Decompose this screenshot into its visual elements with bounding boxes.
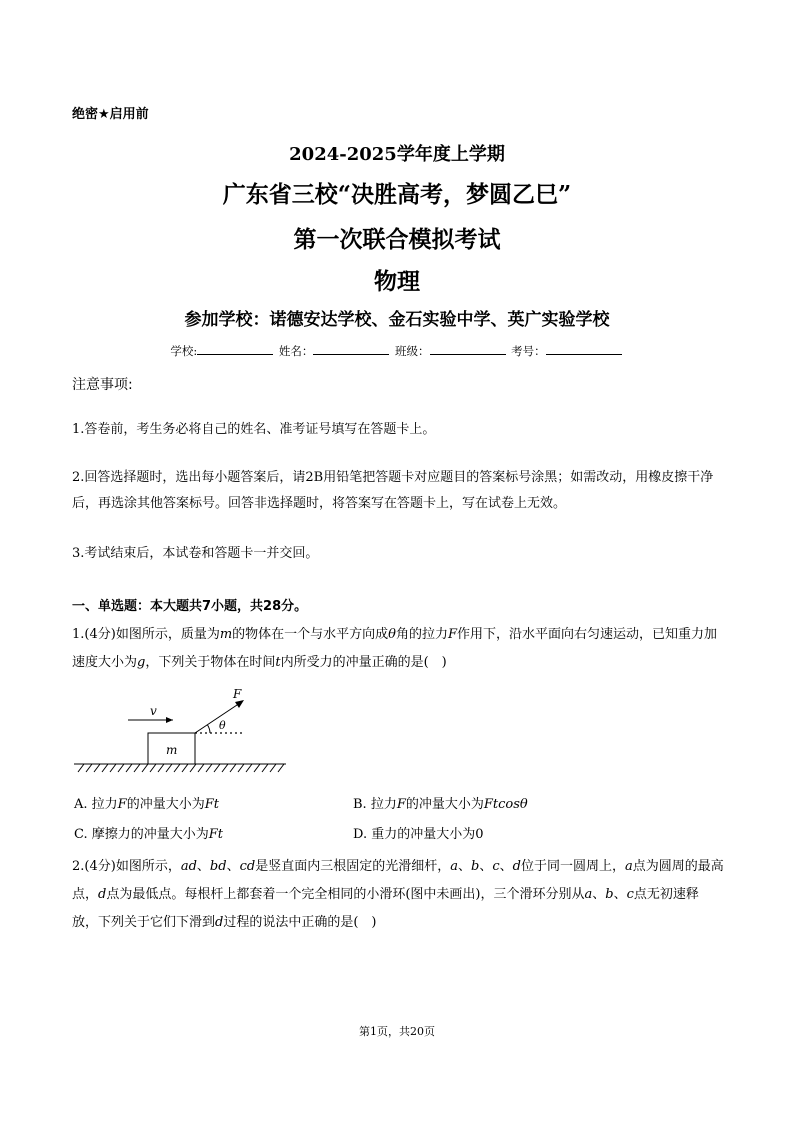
student-info-fields <box>0 343 794 359</box>
q2-var: b <box>471 859 480 874</box>
name-label: 姓名： <box>278 344 314 358</box>
q2-text: 、 <box>226 859 240 874</box>
q2-var: b <box>605 887 614 902</box>
q1-option-b[interactable] <box>353 793 528 812</box>
q2-var: c <box>626 887 634 902</box>
school-label: 学校: <box>170 344 198 358</box>
q1-option-d[interactable] <box>353 823 484 842</box>
q2-var: ad <box>180 859 197 874</box>
option-text: 的冲量大小为 <box>126 797 205 812</box>
option-var: F <box>117 797 127 812</box>
q2-var: a <box>584 887 593 902</box>
ground-hatching <box>78 764 284 772</box>
q2-var: d <box>215 915 224 930</box>
class-blank[interactable] <box>430 343 506 355</box>
velocity-label: v <box>150 704 157 718</box>
exam-no-label: 考号： <box>511 344 546 358</box>
q1-text: 1.(4分)如图所示，质量为 <box>72 627 220 642</box>
option-value: Ft <box>204 797 219 812</box>
option-text: D. 重力的冲量大小为0 <box>353 827 484 842</box>
exam-subject: 物理 <box>374 268 420 295</box>
option-text: B. 拉力 <box>353 797 397 812</box>
page-footer: 第1页，共20页 <box>359 1025 435 1038</box>
q2-text: 是竖直面内三根固定的光滑细杆， <box>255 859 451 874</box>
q1-text: ，下列关于物体在时间 <box>145 655 276 670</box>
q1-text: 的物体在一个与水平方向成 <box>232 627 389 642</box>
q1-var-g: g <box>137 655 146 670</box>
q1-text: 角的拉力 <box>396 627 449 642</box>
q2-var: a <box>624 859 633 874</box>
q2-text: 点无初速释放，下列关于它们下滑到 <box>72 887 699 930</box>
q2-text: 、 <box>592 887 606 902</box>
name-blank[interactable] <box>313 343 389 355</box>
q2-var: d <box>512 859 521 874</box>
exam-title-line1: 广东省三校“决胜高考，梦圆乙巳” <box>222 181 572 208</box>
q2-text: 点为最低点。每根杆上都套着一个完全相同的小滑环(图中未画出)，三个滑环分别从 <box>106 887 585 902</box>
angle-arc <box>208 725 211 733</box>
q1-var-f: F <box>448 627 458 642</box>
q1-option-a[interactable] <box>74 793 219 812</box>
exam-no-blank[interactable] <box>546 343 622 355</box>
q1-var-t: t <box>275 655 281 670</box>
q2-text: 位于同一圆周上， <box>520 859 625 874</box>
q1-text: 作用下，沿水平面向右匀速运动，已知重力加速度大小为 <box>72 627 718 670</box>
option-text: C. 摩擦力的冲量大小为 <box>74 827 209 842</box>
exam-title-line2: 第一次联合模拟考试 <box>293 226 501 253</box>
exam-year: 2024-2025学年度上学期 <box>289 144 505 165</box>
q1-figure <box>70 684 292 774</box>
class-label: 班级： <box>395 344 430 358</box>
notice-item-1: 1.答卷前，考生务必将自己的姓名、准考证号填写在答题卡上。 <box>72 422 436 437</box>
q2-text: 、 <box>613 887 627 902</box>
notice-item-2: 2.回答选择题时，选出每小题答案后，请2B用铅笔把答题卡对应题目的答案标号涂黑；如需改动，用橡皮擦干净后，再选涂其他答案标号。回答非选择题时，将答案写在答题卡上，写在试卷上无效。 <box>72 470 714 511</box>
q2-text: 、 <box>479 859 493 874</box>
q1-var-theta: θ <box>388 627 396 642</box>
secret-label: 绝密★启用前 <box>72 107 149 122</box>
q2-text: 、 <box>196 859 210 874</box>
question-1-stem <box>72 621 724 677</box>
option-var: F <box>396 797 406 812</box>
notice-heading: 注意事项: <box>72 377 133 393</box>
q2-text: 2.(4分)如图所示， <box>72 859 181 874</box>
force-label: F <box>233 687 242 701</box>
q1-text: 内所受力的冲量正确的是( ) <box>280 655 447 670</box>
q1-option-c[interactable] <box>74 823 223 842</box>
q2-var: d <box>98 887 107 902</box>
q2-var: cd <box>239 859 256 874</box>
option-value: Ftcosθ <box>483 797 528 812</box>
question-2-stem <box>72 853 724 937</box>
q2-var: bd <box>209 859 227 874</box>
q2-text: 过程的说法中正确的是( ) <box>223 915 377 930</box>
q2-text: 点为圆周的最高点， <box>72 859 724 902</box>
q1-var-m: m <box>219 627 233 642</box>
q2-var: c <box>492 859 500 874</box>
participating-schools: 参加学校：诺德安达学校、金石实验中学、英广实验学校 <box>184 310 610 330</box>
q2-text: 、 <box>457 859 471 874</box>
option-value: Ft <box>208 827 223 842</box>
q2-var: a <box>450 859 458 874</box>
option-text: A. 拉力 <box>74 797 118 812</box>
section-heading: 一、单选题：本大题共7小题，共28分。 <box>72 599 308 614</box>
angle-label: θ <box>219 719 226 732</box>
force-arrow <box>195 703 240 733</box>
velocity-arrowhead <box>166 717 173 723</box>
block-label: m <box>166 743 178 757</box>
notice-item-3: 3.考试结束后，本试卷和答题卡一并交回。 <box>72 546 319 561</box>
school-blank[interactable] <box>197 343 273 355</box>
option-text: 的冲量大小为 <box>405 797 484 812</box>
q2-text: 、 <box>499 859 513 874</box>
force-arrowhead <box>235 700 244 708</box>
